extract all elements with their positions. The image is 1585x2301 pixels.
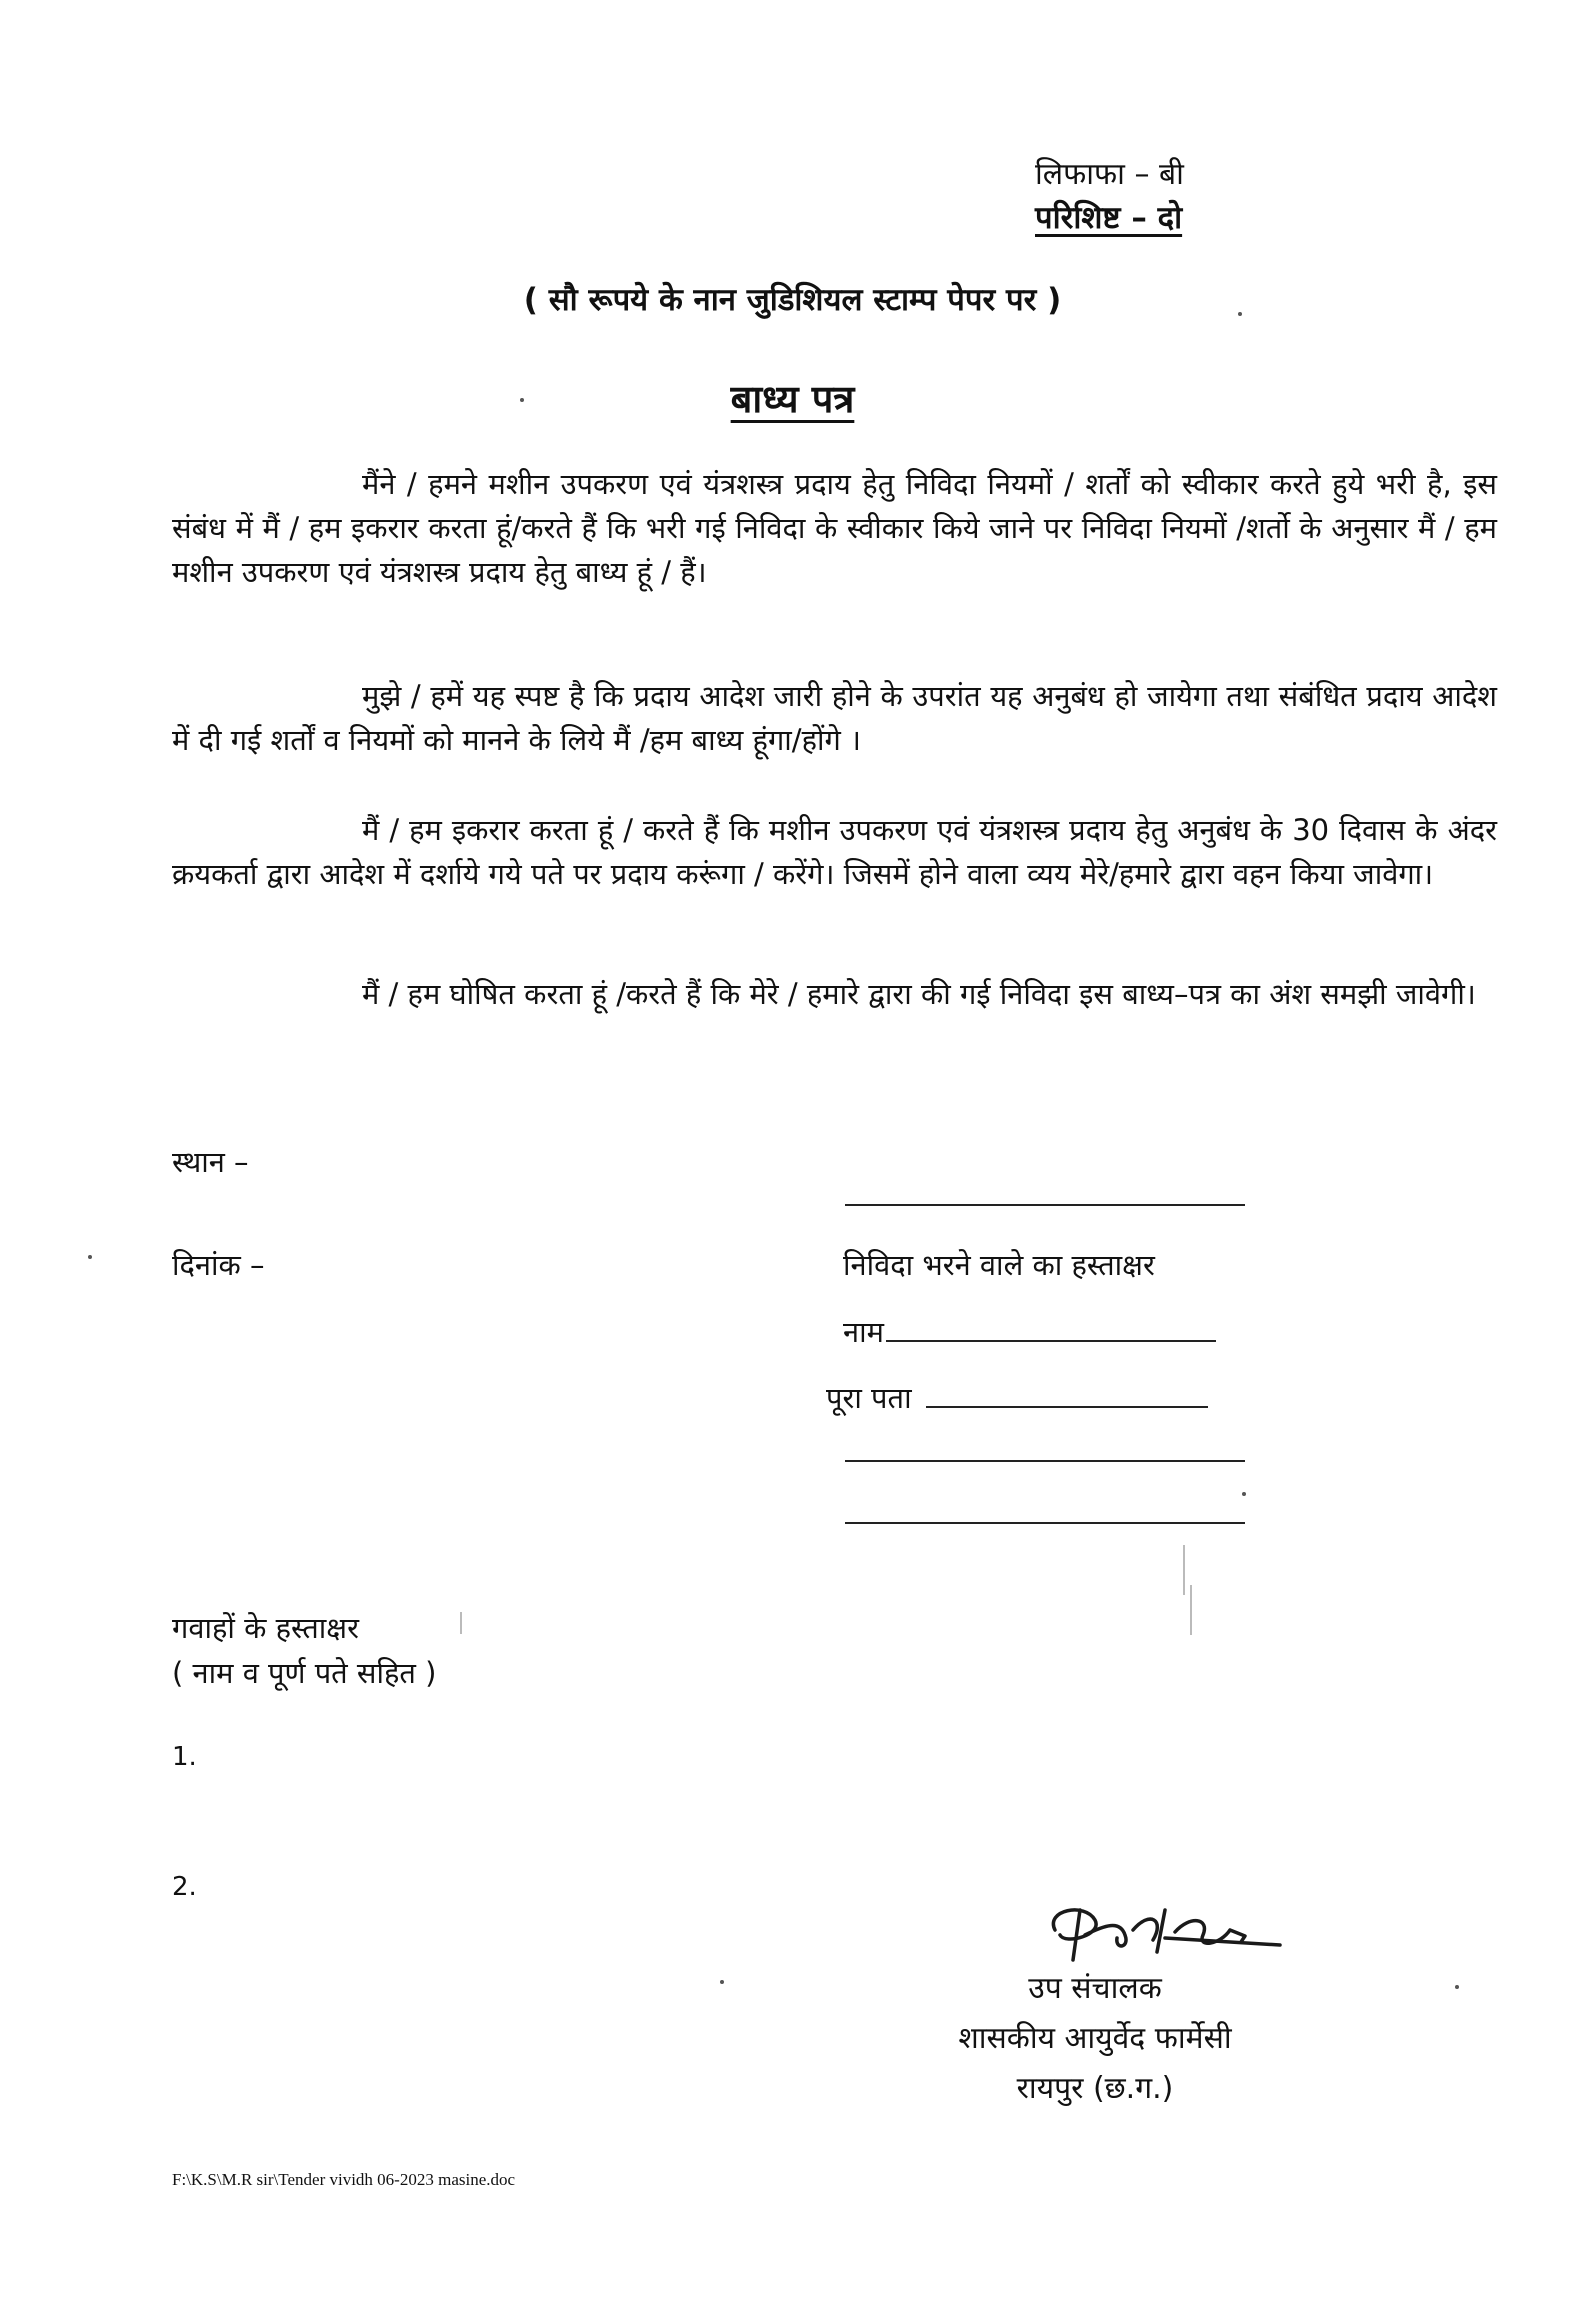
annexure-label: परिशिष्ट – दो bbox=[1035, 200, 1183, 236]
scan-artifact-line bbox=[1190, 1585, 1192, 1635]
scan-artifact-line bbox=[460, 1612, 462, 1634]
date-label: दिनांक – bbox=[172, 1248, 265, 1282]
paragraph-3: मैं / हम इकरार करता हूं / करते हैं कि मशीन उपकरण एवं यंत्रशस्त्र प्रदाय हेतु अनुबंध के 30 दिवास के अंदर क्रयकर्ता द्वारा आदेश में दर्शाये गये पते पर प्रदाय करूंगा / करेंगे। जिसमें होने वाला व्यय मेरे/हमारे द्वारा वहन किया जावेगा। bbox=[172, 813, 1497, 891]
officer-designation: उप संचालक bbox=[1028, 1971, 1162, 2006]
stamp-paper-note: ( सौ रूपये के नान जुडिशियल स्टाम्प पेपर पर ) bbox=[523, 282, 1062, 318]
scan-speck bbox=[1242, 1492, 1246, 1496]
name-row bbox=[843, 1312, 1216, 1351]
document-title bbox=[0, 372, 1585, 424]
witness-item-2: 2. bbox=[172, 1872, 197, 1902]
address-line-2 bbox=[845, 1460, 1245, 1462]
paragraph-1: मैंने / हमने मशीन उपकरण एवं यंत्रशस्त्र प्रदाय हेतु निविदा नियमों / शर्तों को स्वीकार करते हुये भरी है, इस संबंध में मैं / हम इकरार करता हूं/करते हैं कि भरी गई निविदा के स्वीकार किये जाने पर निविदा नियमों /शर्तो के अनुसार मैं / हम मशीन उपकरण एवं यंत्रशस्त्र प्रदाय हेतु बाध्य हूं / हैं। bbox=[172, 467, 1497, 589]
document-title-text: बाध्य पत्र bbox=[730, 377, 855, 421]
scan-speck bbox=[720, 1980, 724, 1984]
address-line-3 bbox=[845, 1522, 1245, 1524]
scan-artifact-line bbox=[1183, 1545, 1185, 1595]
name-label: नाम bbox=[843, 1315, 884, 1349]
scan-speck bbox=[1455, 1985, 1459, 1989]
paragraph-4: मैं / हम घोषित करता हूं /करते हैं कि मेरे / हमारे द्वारा की गई निविदा इस बाध्य–पत्र का अंश समझी जावेगी। bbox=[362, 977, 1476, 1011]
address-line-1 bbox=[926, 1406, 1208, 1408]
name-line bbox=[886, 1340, 1216, 1342]
footer-file-path: F:\K.S\M.R sir\Tender vividh 06-2023 masine.doc bbox=[172, 2170, 516, 2189]
paragraph-2: मुझे / हमें यह स्पष्ट है कि प्रदाय आदेश जारी होने के उपरांत यह अनुबंध हो जायेगा तथा संबंधित प्रदाय आदेश में दी गई शर्तों व नियमों को मानने के लिये मैं /हम बाध्य हूंगा/होंगे । bbox=[172, 679, 1497, 757]
place-label: स्थान – bbox=[172, 1145, 249, 1179]
signature-line bbox=[845, 1204, 1245, 1206]
address-label: पूरा पता bbox=[826, 1381, 912, 1415]
scan-speck bbox=[88, 1255, 92, 1259]
envelope-label: लिफाफा – बी bbox=[1035, 157, 1184, 192]
witness-label: गवाहों के हस्ताक्षर bbox=[172, 1611, 359, 1645]
officer-city: रायपुर (छ.ग.) bbox=[1016, 2071, 1174, 2106]
witness-item-1: 1. bbox=[172, 1742, 197, 1772]
officer-office: शासकीय आयुर्वेद फार्मेसी bbox=[958, 2021, 1232, 2056]
scan-speck bbox=[520, 398, 524, 402]
scan-speck bbox=[1238, 312, 1242, 316]
witness-note: ( नाम व पूर्ण पते सहित ) bbox=[172, 1656, 437, 1690]
address-row bbox=[826, 1378, 1208, 1417]
handwritten-signature bbox=[1025, 1890, 1285, 1970]
signature-label: निविदा भरने वाले का हस्ताक्षर bbox=[843, 1248, 1155, 1282]
